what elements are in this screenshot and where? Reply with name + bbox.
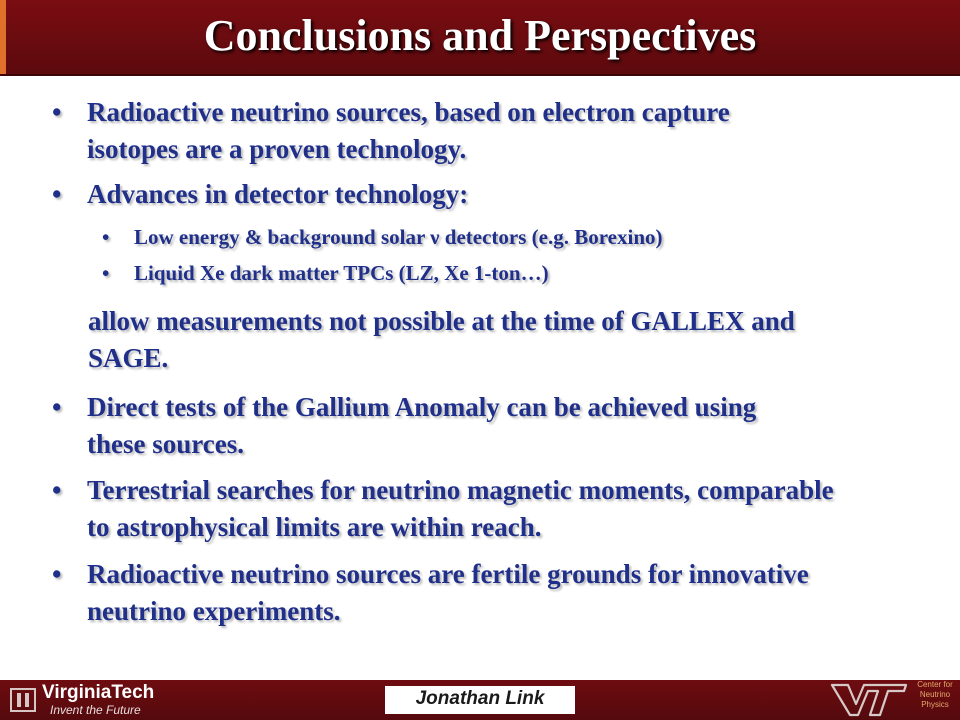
center-label (910, 680, 960, 710)
bullet-item-4-line1: Terrestrial searches for neutrino magnetic moments, comparable (87, 475, 834, 505)
bullet-item-2-line1: Advances in detector technology: (87, 179, 469, 209)
vt-shield-icon (10, 688, 36, 712)
bullet-item-1-line2: isotopes are a proven technology. (87, 134, 467, 164)
bullet-item-3-line1: Direct tests of the Gallium Anomaly can be achieved using (87, 392, 757, 422)
bullet-item-4-line2: to astrophysical limits are within reach. (87, 512, 542, 542)
presenter-name: Jonathan Link (415, 688, 545, 709)
continuation-line1: allow measurements not possible at the time of GALLEX and (88, 306, 795, 336)
sub-bullet-dot: • (102, 261, 110, 285)
center-label-line3: Physics (921, 700, 949, 709)
bullet-item-1-line1: Radioactive neutrino sources, based on electron capture (87, 97, 730, 127)
bullet-dot: • (52, 475, 62, 505)
university-tagline: Invent the Future (50, 703, 141, 717)
vt-monogram-icon (830, 682, 908, 718)
bullet-dot: • (52, 97, 62, 127)
sub-bullet-dot: • (102, 225, 110, 249)
university-name: VirginiaTech (42, 682, 155, 703)
university-logo (10, 684, 210, 718)
center-label-line1: Center for (917, 680, 953, 689)
bullet-dot: • (52, 559, 62, 589)
bullet-dot: • (52, 179, 62, 209)
continuation-line2: SAGE. (88, 343, 169, 373)
bullet-item-3-line2: these sources. (87, 429, 244, 459)
bullet-item-5-line2: neutrino experiments. (87, 596, 341, 626)
center-label-line2: Neutrino (919, 690, 951, 699)
sub-bullet-2-text: Liquid Xe dark matter TPCs (LZ, Xe 1-ton…) (134, 261, 549, 285)
slide-title: Conclusions and Perspectives (203, 11, 757, 60)
bullet-dot: • (52, 392, 62, 422)
sub-bullet-1-text: Low energy & background solar ν detectors (e.g. Borexino) (134, 225, 663, 249)
bullet-item-5-line1: Radioactive neutrino sources are fertile grounds for innovative (87, 559, 809, 589)
